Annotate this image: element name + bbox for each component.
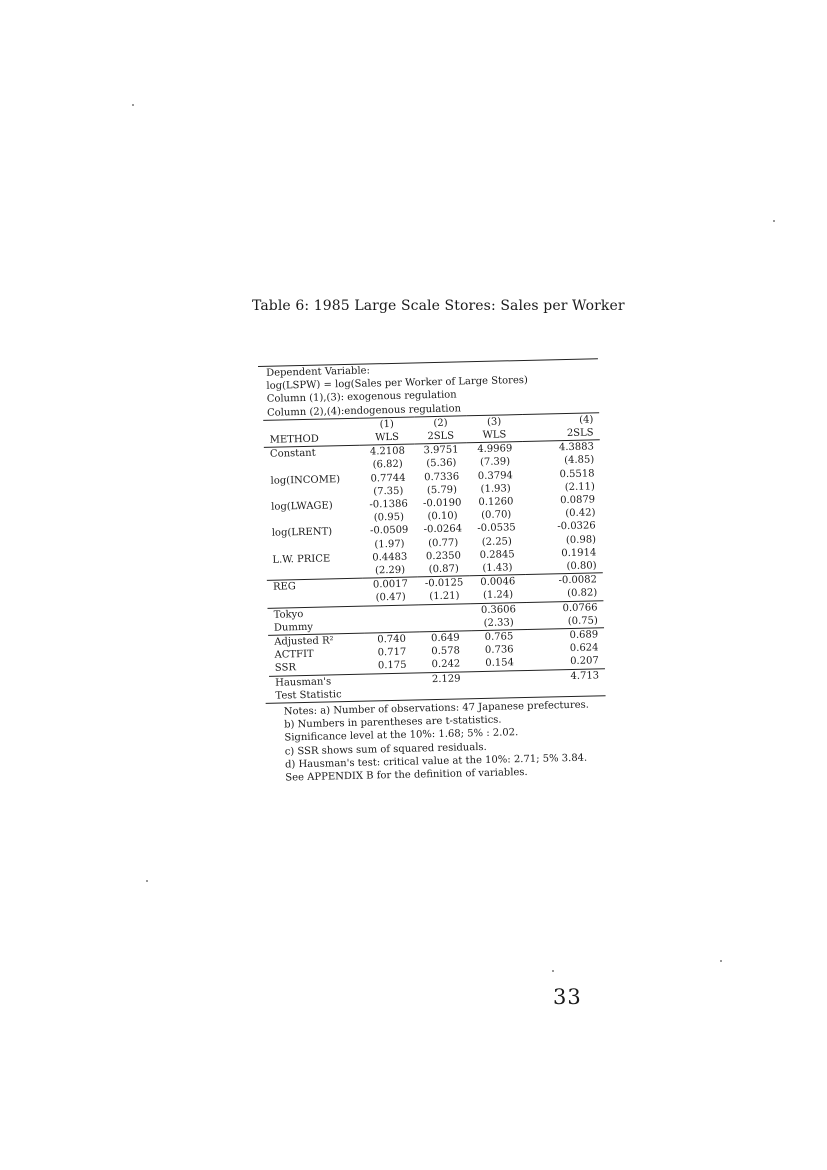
table-cell: -0.0264 (423, 523, 463, 536)
method-label: METHOD (264, 432, 360, 448)
scan-speck (146, 880, 148, 882)
column-header: (2) (414, 416, 466, 431)
row-label: Tokyo (267, 606, 363, 622)
row-label: Test Statistic (275, 689, 342, 702)
method-cell: WLS (466, 428, 522, 443)
column-header: (3) (466, 414, 522, 429)
table-cell: 0.736 (484, 644, 514, 657)
table-cell: 4.713 (528, 668, 606, 683)
table-cell (419, 617, 471, 632)
table-cell: 0.624 (569, 642, 599, 655)
table-cell: 3.9751 (423, 444, 459, 457)
table-cell (472, 670, 528, 685)
table-cell: (7.35) (373, 485, 404, 498)
scan-speck (552, 970, 554, 972)
table-cell: 0.0046 (470, 575, 526, 590)
table-cell: (1.24) (470, 588, 526, 603)
table-title: Table 6: 1985 Large Scale Stores: Sales per Worker (252, 298, 625, 314)
table-cell: (1.21) (418, 590, 470, 605)
table-cell (472, 684, 528, 698)
table-cell: 0.242 (420, 658, 472, 673)
table-cell: 0.0766 (526, 600, 604, 615)
method-cell: WLS (359, 430, 415, 445)
coefficient-table (263, 412, 605, 703)
table-cell: (0.70) (481, 509, 512, 522)
table-cell: 0.740 (364, 632, 420, 647)
table-cell: 0.2350 (425, 550, 462, 563)
table-cell: (1.93) (480, 483, 511, 495)
table-cell: (0.82) (526, 587, 604, 602)
table-cell: 0.689 (527, 628, 605, 643)
table-cell: -0.0125 (418, 576, 470, 591)
header-line: log(LSPW) = log(Sales per Worker of Large Stores) (266, 375, 528, 393)
scan-speck (132, 104, 134, 106)
table-cell: 0.154 (472, 656, 528, 671)
row-label: log(LWAGE) (271, 500, 333, 513)
table-cell: (0.10) (427, 510, 458, 523)
row-label: L.W. PRICE (272, 553, 331, 566)
note-line: See APPENDIX B for the definition of variables. (285, 767, 528, 784)
table-cell: (7.39) (479, 456, 511, 469)
table-cell: (0.95) (373, 511, 405, 524)
table-cell: 0.5518 (559, 468, 595, 480)
table-cell: 0.175 (364, 659, 420, 674)
table-cell: (2.29) (374, 564, 406, 577)
note-line: d) Hausman's test: critical value at the 10%: 2.71; 5% 3.84. (284, 752, 588, 771)
table-cell: 0.7744 (370, 472, 406, 485)
table-cell: (0.87) (428, 563, 459, 576)
row-label: log(INCOME) (270, 473, 341, 487)
table-cell: (2.33) (471, 616, 527, 631)
scan-speck (720, 960, 722, 962)
table-cell: -0.0509 (369, 525, 409, 537)
table-cell: 0.0017 (362, 577, 418, 592)
method-cell: 2SLS (522, 426, 600, 441)
scan-speck (773, 220, 775, 222)
table-cell: 0.4483 (372, 551, 408, 564)
table-cell: 0.1914 (561, 547, 597, 560)
table-cell: 0.0879 (560, 494, 596, 507)
table-cell (421, 685, 473, 699)
table-cell: 4.2108 (369, 445, 406, 458)
method-cell: 2SLS (415, 429, 467, 444)
table-cell: 0.3794 (477, 469, 513, 482)
table-cell: (0.42) (565, 507, 596, 520)
row-label: ACTFIT (274, 649, 314, 661)
table-cell: (0.77) (428, 537, 459, 549)
table-cell: (5.36) (426, 457, 457, 470)
row-label: Adjusted R² (268, 633, 364, 649)
regression-table (258, 358, 607, 785)
row-label: REG (267, 578, 363, 594)
row-label: Dummy (268, 620, 364, 636)
note-line: c) SSR shows sum of squared residuals. (284, 741, 487, 758)
row-label: Hausman's (269, 674, 365, 690)
note-line: Notes: a) Number of observations: 47 Japanese prefectures. (283, 699, 590, 718)
note-line: Significance level at the 10%: 1.68; 5% : 2.02. (284, 727, 519, 744)
table-cell: (0.47) (363, 591, 419, 606)
table-cell: 0.649 (419, 631, 471, 646)
table-cell (419, 603, 471, 618)
table-notes (266, 698, 608, 785)
table-cell: (4.85) (564, 454, 595, 467)
table-cell: 0.765 (471, 630, 527, 645)
table-cell: (1.97) (374, 538, 405, 551)
table-cell: -0.0190 (422, 497, 462, 510)
table-cell (363, 618, 419, 633)
table-cell: -0.0326 (557, 520, 596, 533)
note-line: b) Numbers in parentheses are t-statistics. (284, 714, 502, 731)
table-cell: (1.43) (482, 562, 513, 575)
column-header: (4) (522, 413, 600, 428)
header-line: Column (1),(3): exogenous regulation (266, 389, 457, 406)
table-cell: -0.1386 (369, 498, 408, 511)
header-line: Column (2),(4):endogenous regulation (266, 403, 462, 419)
table-cell (365, 686, 421, 700)
table-cell: (6.82) (372, 459, 403, 471)
table-cell: (0.80) (566, 560, 597, 573)
table-cell (365, 673, 421, 688)
table-cell: 4.3883 (558, 441, 595, 454)
table-cell: 0.1260 (478, 496, 514, 509)
row-label: log(LRENT) (271, 526, 333, 540)
row-label: SSR (269, 660, 365, 676)
table-cell: -0.0082 (525, 573, 603, 588)
table-cell: (2.11) (564, 481, 595, 493)
table-cell: (0.98) (565, 534, 597, 546)
table-cell: 0.3606 (470, 602, 526, 617)
header-line: Dependent Variable: (266, 365, 371, 379)
page-number: 33 (553, 985, 582, 1009)
table-cell: 0.717 (377, 646, 407, 659)
table-cell: (0.75) (526, 614, 604, 629)
table-cell: 2.129 (420, 671, 472, 686)
table-cell: 0.7336 (424, 471, 460, 483)
table-cell: 0.207 (527, 655, 605, 670)
row-label: Constant (269, 447, 316, 460)
table-cell: 0.2845 (479, 549, 515, 561)
table-cell: 0.578 (431, 645, 461, 658)
table-cell: 4.9969 (477, 443, 513, 456)
table-cell: (5.79) (426, 484, 458, 497)
table-cell (363, 605, 419, 620)
table-cell: -0.0535 (477, 522, 516, 535)
column-header: (1) (359, 417, 415, 432)
table-cell: (2.25) (481, 535, 513, 548)
